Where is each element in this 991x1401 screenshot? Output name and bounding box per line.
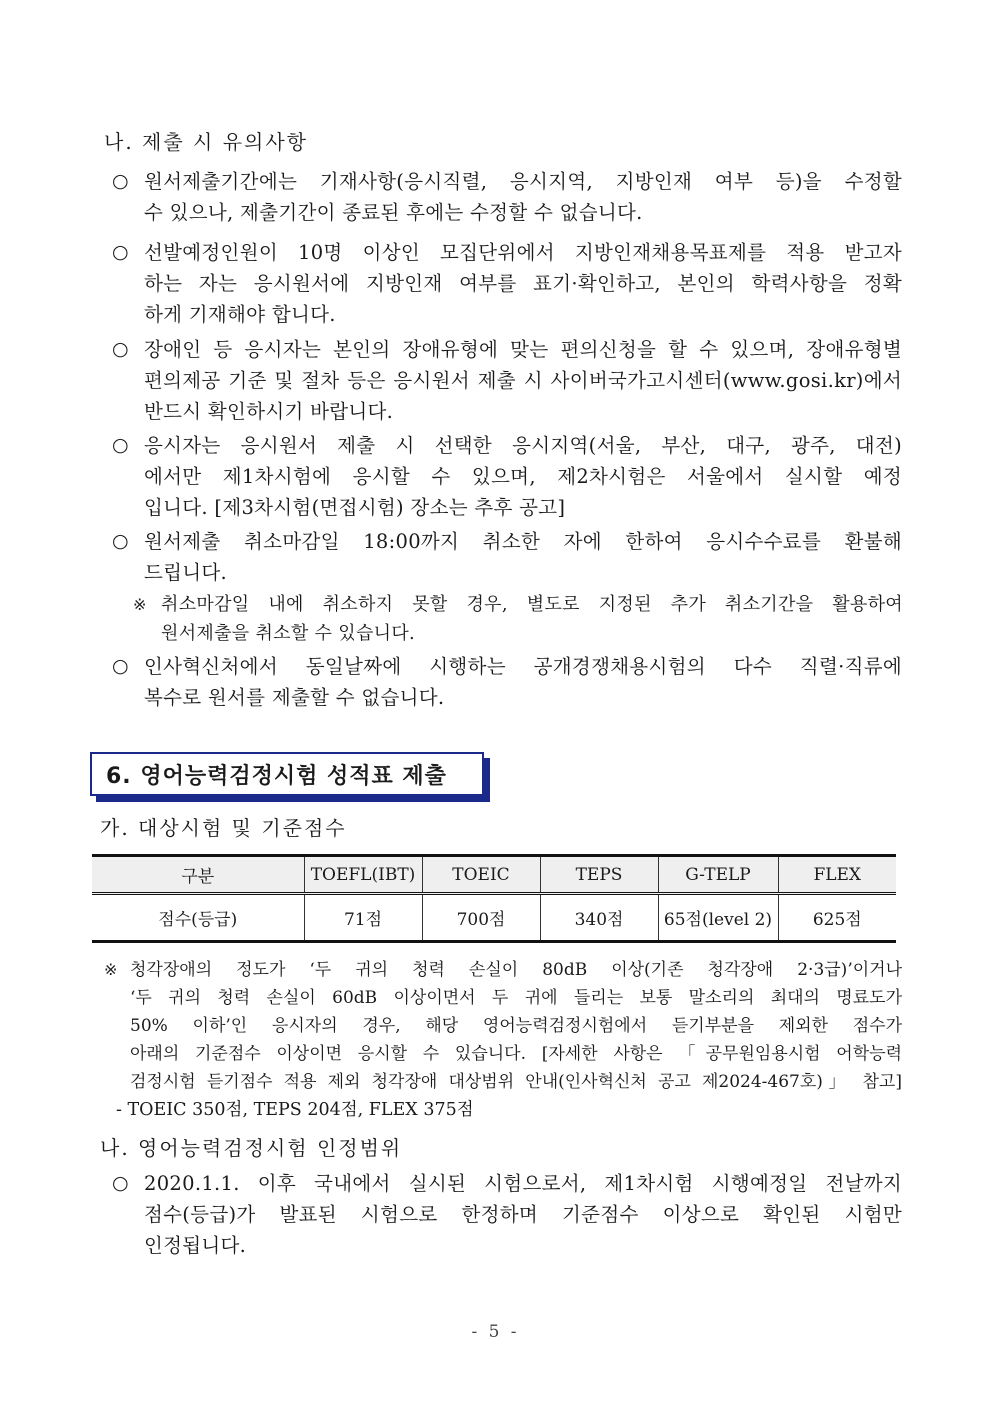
text-line: 인사혁신처에서 동일날짜에 시행하는 공개경쟁채용시험의 다수 직렬·직류에 xyxy=(144,655,902,678)
table-cell: 점수(등급) xyxy=(92,894,304,942)
text-line: 편의제공 기준 및 절차 등은 응시원서 제출 시 사이버국가고시센터(www.gosi.kr)에서 xyxy=(144,369,902,392)
table-cell: 625점 xyxy=(778,894,896,942)
text-line: 검정시험 듣기점수 적용 제외 청각장애 대상범위 안내(인사혁신처 공고 제2024-467호)」 참고] xyxy=(130,1072,902,1092)
reference-mark-icon: ※ xyxy=(133,595,147,614)
circle-bullet-icon: ○ xyxy=(112,530,129,552)
page-number: - 5 - xyxy=(471,1322,520,1342)
text-line: 응시자는 응시원서 제출 시 선택한 응시지역(서울, 부산, 대구, 광주, 대전) xyxy=(144,434,902,457)
text-line: 복수로 원서를 제출할 수 없습니다. xyxy=(144,686,445,709)
text-line: 원서제출을 취소할 수 있습니다. xyxy=(161,623,416,644)
table-header-cell: TOEIC xyxy=(422,856,540,894)
list-item-text xyxy=(144,430,902,523)
text-line: 하는 자는 응시원서에 지방인재 여부를 표기·확인하고, 본인의 학력사항을 정확 xyxy=(144,272,902,295)
score-table xyxy=(92,854,896,943)
table-row xyxy=(92,894,896,942)
section-heading-target-exams: 가. 대상시험 및 기준점수 xyxy=(100,816,347,840)
text-line: 드립니다. xyxy=(144,561,228,584)
table-header-row xyxy=(92,856,896,894)
table-cell: 340점 xyxy=(540,894,658,942)
text-line: 50% 이하’인 응시자의 경우, 해당 영어능력검정시험에서 듣기부분을 제외한 점수가 xyxy=(130,1016,902,1036)
reduced-score-line: - TOEIC 350점, TEPS 204점, FLEX 375점 xyxy=(116,1100,474,1120)
text-line: 반드시 확인하시기 바랍니다. xyxy=(144,400,394,423)
list-item xyxy=(112,166,902,228)
text-line: 취소마감일 내에 취소하지 못할 경우, 별도로 지정된 추가 취소기간을 활용하여 xyxy=(161,594,903,615)
table-cell: 71점 xyxy=(304,894,422,942)
text-line: 장애인 등 응시자는 본인의 장애유형에 맞는 편의신청을 할 수 있으며, 장애유형별 xyxy=(144,338,902,361)
refund-note xyxy=(133,590,903,648)
text-line: 아래의 기준점수 이상이면 응시할 수 있습니다. [자세한 사항은 「공무원임용시험 어학능력 xyxy=(130,1044,902,1064)
list-item xyxy=(112,334,902,427)
circle-bullet-icon: ○ xyxy=(112,655,129,677)
circle-bullet-icon: ○ xyxy=(112,434,129,456)
section-heading-submission-notes: 나. 제출 시 유의사항 xyxy=(104,130,308,154)
table-header-cell: 구분 xyxy=(92,856,304,894)
note-text xyxy=(130,956,902,1096)
list-item xyxy=(112,526,902,588)
text-line: 입니다. [제3차시험(면접시험) 장소는 추후 공고] xyxy=(144,496,566,519)
table-cell: 65점(level 2) xyxy=(658,894,778,942)
table-header-cell: TOEFL(IBT) xyxy=(304,856,422,894)
reference-mark-icon: ※ xyxy=(104,960,118,979)
section-heading-recognition-scope: 나. 영어능력검정시험 인정범위 xyxy=(100,1136,403,1160)
list-item-text xyxy=(144,334,902,427)
note-text xyxy=(161,590,903,648)
text-line: 청각장애의 정도가 ‘두 귀의 청력 손실이 80dB 이상(기존 청각장애 2·3급)’이거나 xyxy=(130,960,902,980)
text-line: 점수(등급)가 발표된 시험으로 한정하며 기준점수 이상으로 확인된 시험만 xyxy=(144,1203,902,1226)
text-line: 원서제출기간에는 기재사항(응시직렬, 응시지역, 지방인재 여부 등)을 수정할 xyxy=(144,170,902,193)
hearing-impairment-note xyxy=(104,956,902,1096)
list-item-text xyxy=(144,1168,902,1261)
text-line: 2020.1.1. 이후 국내에서 실시된 시험으로서, 제1차시험 시행예정일 전날까지 xyxy=(144,1172,902,1195)
text-line: 원서제출 취소마감일 18:00까지 취소한 자에 한하여 응시수수료를 환불해 xyxy=(144,530,902,553)
text-line: 인정됩니다. xyxy=(144,1234,247,1257)
text-line: 선발예정인원이 10명 이상인 모집단위에서 지방인재채용목표제를 적용 받고자 xyxy=(144,241,902,264)
list-item xyxy=(112,237,902,330)
list-item xyxy=(112,651,902,713)
circle-bullet-icon: ○ xyxy=(112,241,129,263)
list-item xyxy=(112,1168,902,1261)
list-item-text xyxy=(144,237,902,330)
text-line: 에서만 제1차시험에 응시할 수 있으며, 제2차시험은 서울에서 실시할 예정 xyxy=(144,465,902,488)
list-item-text xyxy=(144,526,902,588)
circle-bullet-icon: ○ xyxy=(112,1172,129,1194)
text-line: 하게 기재해야 합니다. xyxy=(144,303,336,326)
section-title-box xyxy=(90,752,484,796)
table-header-cell: G-TELP xyxy=(658,856,778,894)
table-header-cell: TEPS xyxy=(540,856,658,894)
list-item-text xyxy=(144,651,902,713)
list-item-text xyxy=(144,166,902,228)
circle-bullet-icon: ○ xyxy=(112,170,129,192)
text-line: ‘두 귀의 청력 손실이 60dB 이상이면서 두 귀에 들리는 보통 말소리의 최대의 명료도가 xyxy=(130,988,902,1008)
text-line: 수 있으나, 제출기간이 종료된 후에는 수정할 수 없습니다. xyxy=(144,201,643,224)
table-header-cell: FLEX xyxy=(778,856,896,894)
circle-bullet-icon: ○ xyxy=(112,338,129,360)
section-title: 6. 영어능력검정시험 성적표 제출 xyxy=(106,763,447,789)
list-item xyxy=(112,430,902,523)
table-cell: 700점 xyxy=(422,894,540,942)
